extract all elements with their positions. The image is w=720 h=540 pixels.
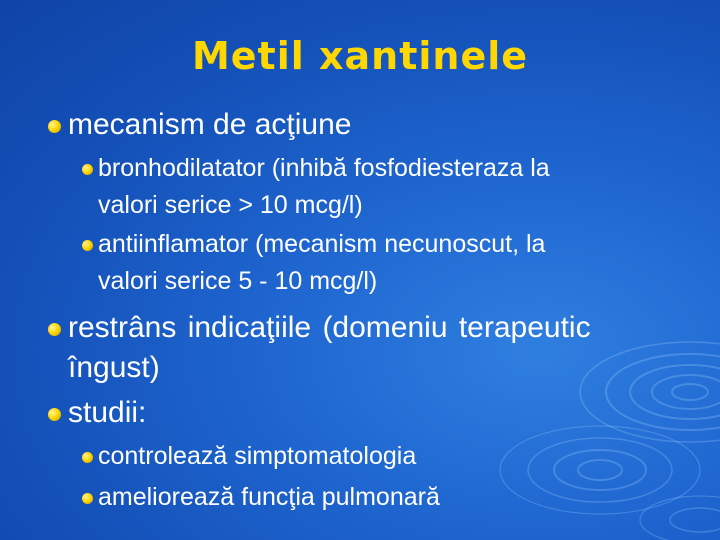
bullet-studii: studii: <box>68 396 147 429</box>
bullet-dot <box>48 120 61 133</box>
sub-bullet-bronhodilatator: bronhodilatator (inhibă fosfodiesteraza la <box>98 154 550 182</box>
sub-bullet-dot <box>82 164 93 175</box>
sub-bullet-dot <box>82 452 93 463</box>
bullet-restrans: restrâns indicaţiile (domeniu terapeutic <box>68 311 591 344</box>
sub-bullet-antiinflamator: antiinflamator (mecanism necunoscut, la <box>98 230 546 258</box>
sub-bullet-bronhodilatator-cont: valori serice > 10 mcg/l) <box>98 191 363 219</box>
sub-bullet-controleaza: controlează simptomatologia <box>98 442 417 470</box>
bullet-dot <box>48 408 61 421</box>
bullet-dot <box>48 323 61 336</box>
slide-title: Metil xantinele <box>191 34 529 78</box>
sub-bullet-dot <box>82 240 93 251</box>
sub-bullet-amelioreaza: ameliorează funcţia pulmonară <box>98 483 440 511</box>
sub-bullet-antiinflamator-cont: valori serice 5 - 10 mcg/l) <box>98 267 378 295</box>
bullet-restrans-cont: îngust) <box>68 351 160 384</box>
bullet-mecanism: mecanism de acţiune <box>68 108 352 141</box>
sub-bullet-dot <box>82 493 93 504</box>
